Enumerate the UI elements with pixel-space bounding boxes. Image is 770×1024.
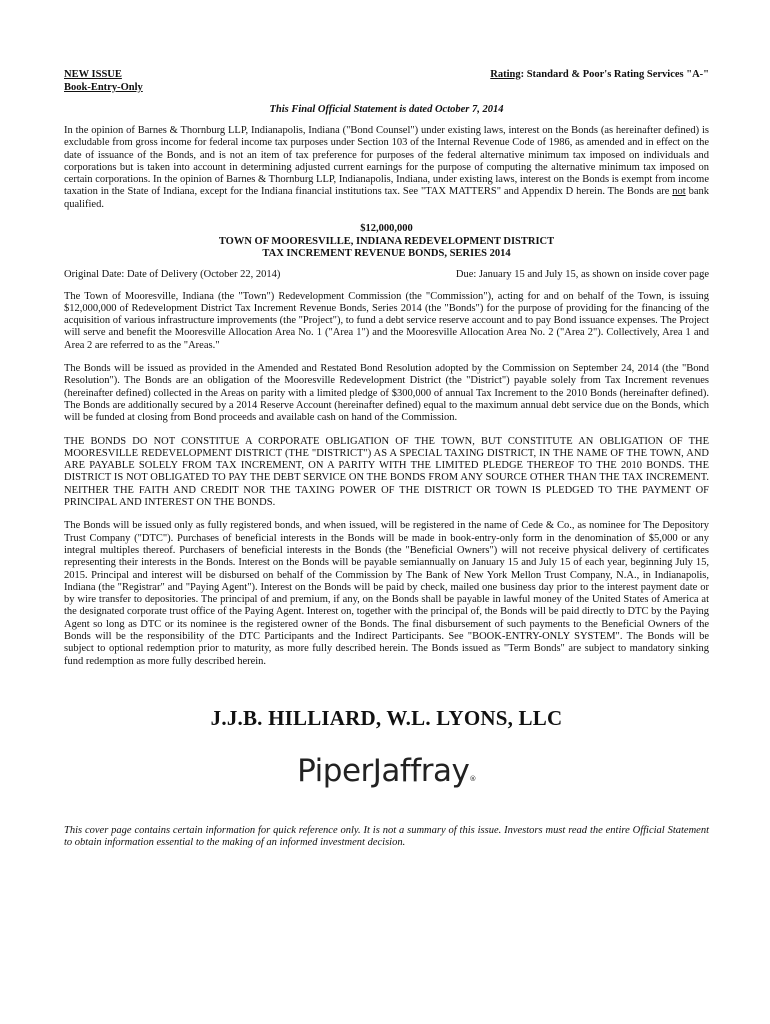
header-row	[64, 69, 709, 94]
dated-line: This Final Official Statement is dated October 7, 2014	[269, 104, 504, 115]
bond-amount: $12,000,000	[360, 223, 413, 235]
book-entry-label: Book-Entry-Only	[64, 81, 143, 93]
bond-series: TAX INCREMENT REVENUE BONDS, SERIES 2014	[262, 248, 511, 260]
due-date: Due: January 15 and July 15, as shown on inside cover page	[455, 268, 709, 280]
piper-jaffray-logo	[64, 753, 709, 789]
registered-mark: ®	[469, 774, 476, 783]
tax-opinion-end: bank qualified.	[64, 186, 709, 210]
registration-paragraph: The Bonds will be issued only as fully registered bonds, and when issued, will be registered in the name of Cede & Co., as nominee for The Depository Trust Company ("DTC"). Purchases of beneficial interests in the Bonds will be made in book-entry-only form in the denomination of $5,000 or any integral multiples thereof. Purchasers of beneficial interests in the Bonds (the "Beneficial Owners") will not receive physical delivery of certificates representing their interests in the Bonds. Interest on the Bonds will be payable semiannually on January 15 and July 15 of each year, beginning July 15, 2015. Principal and interest will be disbursed on behalf of the Commission by The Bank of New York Mellon Trust Company, N.A., in Indianapolis, Indiana (the "Registrar" and "Paying Agent"). Interest on the Bonds will be paid by check, mailed one business day prior to the interest payment date or by wire transfer to depositories. The principal of and premium, if any, on the Bonds shall be payable in lawful money of the United States of America at the designated corporate trust office of the Paying Agent. Interest on, together with the principal of, the Bonds will be paid directly to DTC by the Paying Agent so long as DTC or its nominee is the registered owner of the Bonds. The final disbursement of such payments to the Beneficial Owners of the Bonds will be the responsibility of the DTC Participants and the Indirect Participants. See "BOOK-ENTRY-ONLY SYSTEM". The Bonds will be subject to optional redemption prior to maturity, as more fully described herein. The Bonds issued as "Term Bonds" are subject to mandatory sinking fund redemption as more fully described herein.	[64, 520, 709, 667]
new-issue-label: NEW ISSUE	[64, 69, 122, 80]
original-date: Original Date: Date of Delivery (October 22, 2014)	[64, 268, 281, 280]
bond-issuer: TOWN OF MOORESVILLE, INDIANA REDEVELOPMENT DISTRICT	[218, 235, 555, 247]
tax-opinion-paragraph	[64, 125, 709, 211]
issue-block	[64, 69, 143, 94]
official-statement-cover	[64, 69, 709, 849]
obligation-paragraph: THE BONDS DO NOT CONSTITUE A CORPORATE OBLIGATION OF THE TOWN, BUT CONSTITUTE AN OBLIGATION OF THE MOORESVILLE REDEVELOPMENT DISTRICT (THE "DISTRICT") AS A SPECIAL TAXING DISTRICT, IN THE NAME OF THE TOWN, AND ARE PAYABLE SOLELY FROM TAX INCREMENT, ON A PARITY WITH THE LIMITED PLEDGE THEREOF TO THE 2010 BONDS. THE DISTRICT IS NOT OBLIGATED TO PAY THE DEBT SERVICE ON THE BONDS FROM ANY SOURCE OTHER THAN THE TAX INCREMENT. NEITHER THE FAITH AND CREDIT NOR THE TAXING POWER OF THE DISTRICT OR TOWN IS PLEDGED TO THE PAYMENT OF PRINCIPAL AND INTEREST ON THE BONDS.	[64, 435, 709, 509]
rating-text: : Standard & Poor's Rating Services "A-"	[520, 69, 709, 80]
rating-block	[490, 69, 709, 94]
rating-label: Rating	[490, 69, 521, 80]
dates-row	[64, 269, 709, 280]
cover-disclaimer: This cover page contains certain information for quick reference only. It is not a summary of this issue. Investors must read the entire Official Statement to obtain information essential to the making of an informed investment decision.	[64, 824, 709, 849]
not-emphasis: not	[672, 186, 686, 198]
logo-text: PiperJaffray	[297, 752, 470, 789]
purpose-paragraph: The Town of Mooresville, Indiana (the "Town") Redevelopment Commission (the "Commission"), acting for and on behalf of the Town, is issuing $12,000,000 of Redevelopment District Tax Increment Revenue Bonds, Series 2014 (the "Bonds") for the purpose of providing for the financing of the acquisition of various infrastructure improvements (the "Project"), to fund a debt service reserve account and to pay Bond issuance expenses. The Project will serve and benefit the Mooresville Allocation Area No. 1 ("Area 1") and the Mooresville Allocation Area No. 2 ("Area 2"). Collectively, Area 1 and Area 2 are referred to as the "Areas."	[64, 290, 709, 351]
underwriter-name: J.J.B. HILLIARD, W.L. LYONS, LLC	[210, 705, 563, 730]
bond-title	[64, 223, 709, 261]
tax-opinion-text: In the opinion of Barnes & Thornburg LLP, Indianapolis, Indiana ("Bond Counsel") under existing laws, interest on the Bonds (as hereinafter defined) is excludable from gross income for federal income tax purposes under Section 103 of the Internal Revenue Code of 1986, as amended and in effect on the date of issuance of the Bonds, and is not an item of tax preference for purposes of the federal alternative minimum tax imposed on individuals and corporations but is taken into account in determining adjusted current earnings for the purpose of computing the alternative minimum tax imposed on certain corporations. In the opinion of Barnes & Thornburg LLP, Indianapolis, Indiana, under existing laws, interest on the Bonds is exempt from income taxation in the State of Indiana, except for the Indiana financial institutions tax. See "TAX MATTERS" and Appendix D herein. The Bonds are	[64, 125, 709, 198]
security-paragraph: The Bonds will be issued as provided in the Amended and Restated Bond Resolution adopted by the Commission on September 24, 2014 (the "Bond Resolution"). The Bonds are an obligation of the Mooresville Redevelopment District (the "District") payable solely from Tax Increment revenues (hereinafter defined) collected in the Areas on parity with a limited pledge of $300,000 of annual Tax Increment to the 2010 Bonds (hereinafter defined). The Bonds are additionally secured by a 2014 Reserve Account (hereinafter defined) equal to the maximum annual debt service due on the Bonds, which will be funded at closing from Bond proceeds and available cash on hand of the Commission.	[64, 363, 709, 424]
